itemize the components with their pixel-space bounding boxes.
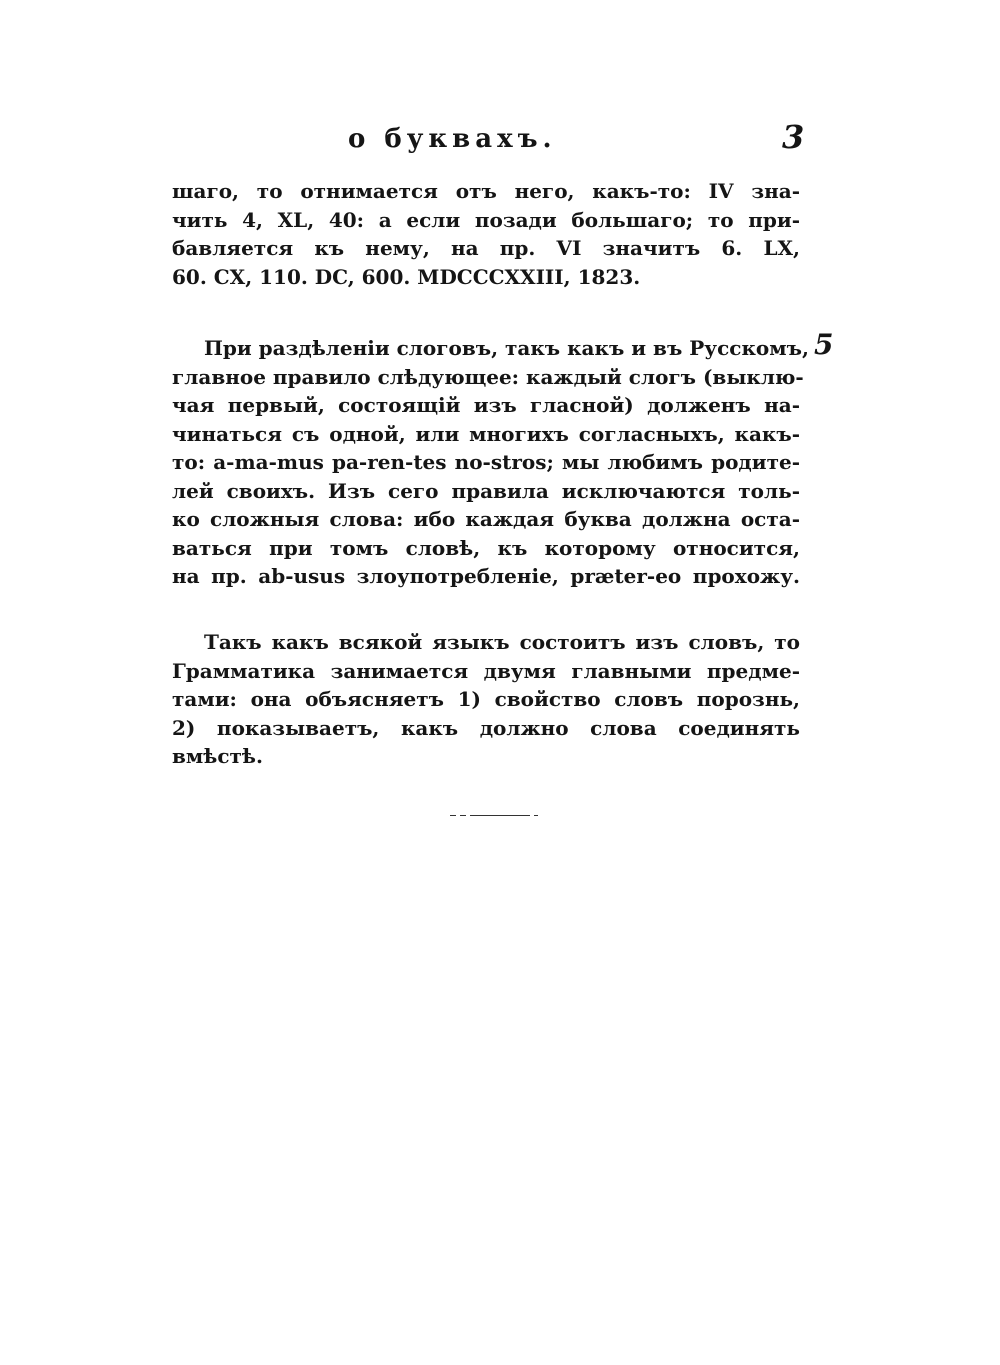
margin-section-number: 5 — [814, 328, 834, 361]
text-line: то: a-ma-mus pa-ren-tes no-stros; мы любимъ родите- — [172, 450, 800, 474]
text-line: ко сложныя слова: ибо каждая буква должна оста- — [172, 507, 800, 531]
paragraph-grammar-subjects — [172, 628, 800, 771]
text-line: главное правило слѣдующее: каждый слогъ (выклю- — [172, 364, 804, 389]
text-line: ваться при томъ словѣ, къ которому относится, — [172, 535, 800, 560]
text-line: вмѣстѣ. — [172, 744, 263, 768]
text-line: шаго, то отнимается отъ него, какъ-то: IV зна- — [172, 179, 800, 203]
rule-segment — [450, 815, 456, 816]
text-line: на пр. ab-usus злоупотребленіе, præter-eo прохожу. — [172, 564, 800, 588]
end-rule-ornament — [450, 815, 538, 817]
paragraph-syllable-division — [172, 334, 809, 591]
rule-segment — [470, 815, 530, 816]
running-title: о буквахъ. — [348, 124, 557, 154]
rule-segment — [534, 815, 538, 816]
text-line: бавляется къ нему, на пр. VI значитъ 6. LX, — [172, 236, 800, 260]
text-line: чить 4, XL, 40: а если позади большаго; то при- — [172, 207, 800, 232]
text-line: тами: она объясняетъ 1) свойство словъ порознь, — [172, 687, 800, 711]
text-line: Такъ какъ всякой языкъ состоитъ изъ словъ, то — [204, 630, 800, 654]
rule-segment — [460, 815, 466, 816]
page-number: 3 — [782, 118, 805, 156]
text-line: 2) показываетъ, какъ должно слова соединять — [172, 715, 800, 740]
text-line: Грамматика занимается двумя главными предме- — [172, 658, 800, 683]
paragraph-roman-numerals — [172, 177, 800, 291]
text-line: чинаться съ одной, или многихъ согласныхъ, какъ- — [172, 421, 800, 446]
running-head — [0, 118, 1000, 162]
text-line: При раздѣленіи слоговъ, такъ какъ и въ Русскомъ, — [204, 336, 809, 360]
text-line: лей своихъ. Изъ сего правила исключаются толь- — [172, 478, 800, 503]
text-line: чая первый, состоящій изъ гласной) долженъ на- — [172, 393, 800, 417]
text-line: 60. CX, 110. DC, 600. MDCCCXXIII, 1823. — [172, 264, 641, 289]
